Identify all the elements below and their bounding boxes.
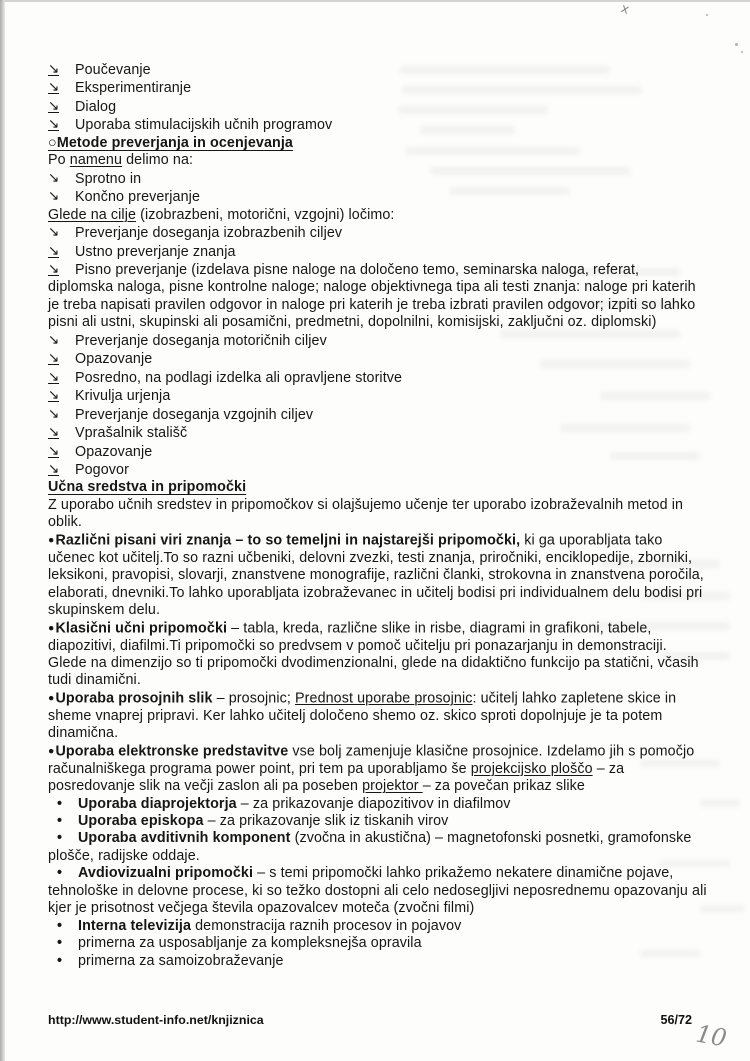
text-segment: Pisno preverjanje (izdelava pisne naloge na določeno temo, seminarska naloga, referat, diplomska naloga, pisne kontrolne naloge; naloge objektivnega tipa ali testi znanja: naloge pri katerih je treba napisati pravilen odgovor in naloge pri katerih je treba izbrati pravilen odgovor; izpiti so lahko pisni ali ustni, skupinski ali posamični, predmetni, dopolnilni, komisijski, zaključni oz. diplomski) [48,261,696,331]
list-item [48,332,708,350]
list-item [48,743,708,796]
text-segment: Klasični učni pripomočki [55,620,228,637]
list-item [48,813,708,830]
list-item [48,424,708,442]
text-segment: : učitelj lahko zapletene skice in sheme vnaprej pripravi. Ker lahko učitelj določeno shemo oz. skico sproti dopolnjuje je ta potem dinamična. [48,690,677,742]
list-item [48,224,708,242]
scan-edge-left [0,0,5,1061]
text-segment: Poučevanje [75,62,151,78]
text-segment: projektor [362,778,423,795]
list-item [48,918,708,935]
list-item [48,79,708,97]
text-segment: Učna sredstva in pripomočki [48,479,247,496]
text-segment: – za prikazovanje diapozitivov in diafilmov [236,795,511,812]
text-segment: Različni pisani viri znanja – to so temeljni in najstarejši pripomočki, [55,532,521,549]
disc-bullet-icon: ● [48,621,55,634]
list-item [48,98,708,116]
text-segment: Uporaba prosojnih slik [55,690,213,707]
text-segment: – tabla, kreda, različne slike in risbe, diagrami in grafikoni, tabele, diapozitivi, diafilmi.Ti pripomočki so predvsem v pomoč učitelju pri ponazarjanju in demonstraciji. Glede na dimenzijo so ti pripomočki dvodimenzionalni, glede na didaktično funkcijo pa statični, včasih tudi dinamični. [48,620,699,689]
text-segment: vse bolj zamenjuje klasične prosojnice. Izdelamo jih s pomočjo računalniškega programa power point, pri tem pa uporabljamo še [48,743,695,777]
arrow-underline-bullet-icon: ↘ [48,260,60,276]
text-segment: primerna za usposabljanje za kompleksnejša opravila [78,935,422,952]
list-item [48,461,708,479]
text-segment: Z uporabo učnih sredstev in pripomočkov si olajšujemo učenje ter uporabo izobraževalnih metod in oblik. [48,496,684,531]
disc-bullet-icon: ● [48,744,55,757]
text-segment: Glede na cilje [48,206,137,223]
text-segment: Krivulja urjenja [75,388,171,405]
text-segment: – za posredovanje slik na večji zaslon ali pa poseben [48,760,625,795]
text-segment: Uporaba elektronske predstavitve [55,743,289,760]
list-item [48,865,708,917]
dot-bullet-icon: • [57,830,63,847]
list-item [48,243,708,261]
dot-bullet-icon: • [57,865,63,882]
text-segment: Preverjanje doseganja motoričnih ciljev [75,332,327,349]
list-item [48,443,708,461]
text-segment: namenu [69,152,123,169]
dot-bullet-icon: • [57,917,63,934]
disc-bullet-icon: ● [48,533,55,546]
text-segment: Avdiovizualni pripomočki [78,865,254,882]
arrow-bullet-icon: ↘ [48,405,60,421]
text-segment: Dialog [75,98,117,115]
arrow-bullet-icon: ↘ [48,331,60,347]
text-segment: Metode preverjanja in ocenjevanja [56,134,293,151]
list-item [48,61,708,79]
arrow-underline-bullet-icon: ↘ [48,242,60,258]
document-body [48,61,708,970]
text-segment: Preverjanje doseganja vzgojnih ciljev [75,406,314,423]
text-segment: Sprotno in [75,170,142,187]
paragraph [48,207,708,224]
list-item [48,953,708,970]
text-segment: Uporaba stimulacijskih učnih programov [75,117,333,134]
heading [48,135,708,152]
text-segment: demonstracija raznih procesov in pojavov [191,917,462,934]
arrow-underline-bullet-icon: ↘ [48,116,60,132]
text-segment: – za prikazovanje slik iz tiskanih virov [203,813,449,830]
text-segment: Eksperimentiranje [75,80,192,97]
text-segment: Opazovanje [75,351,153,368]
text-segment: Preverjanje doseganja izobrazbenih ciljev [75,225,343,242]
list-item [48,116,708,134]
text-segment: Uporaba avditivnih komponent [78,830,291,847]
list-item [48,830,708,865]
scan-speck [735,43,738,46]
handwritten-page-number: 10 [693,1019,729,1053]
arrow-underline-bullet-icon: ↘ [48,368,60,384]
list-item [48,261,708,332]
list-item [48,387,708,405]
arrow-underline-bullet-icon: ↘ [48,460,60,476]
list-item [48,690,708,743]
text-segment: delimo na: [122,152,194,169]
arrow-bullet-icon: ↘ [48,224,60,240]
text-segment: (izobrazbeni, motorični, vzgojni) ločimo: [136,206,395,223]
dot-bullet-icon: • [57,935,63,952]
scan-speck [741,51,743,53]
text-segment: Pogovor [75,461,129,478]
arrow-underline-bullet-icon: ↘ [48,442,60,458]
footer-source-url: http://www.student-info.net/knjiznica [48,1013,264,1027]
dot-bullet-icon: • [57,795,63,812]
scan-edge-top [0,0,750,2]
text-segment: Interna televizija [78,917,192,934]
text-segment: Ustno preverjanje znanja [75,243,236,260]
arrow-underline-bullet-icon: ↘ [48,350,60,366]
heading [48,479,708,496]
circle-bullet-icon: ○ [48,134,57,151]
handwritten-x-mark: x [618,1,631,18]
text-segment: projekcijsko ploščo [470,760,593,777]
text-segment: Končno preverjanje [75,189,200,206]
arrow-underline-bullet-icon: ↘ [48,424,60,440]
list-item [48,532,708,620]
text-segment: ki ga uporabljata tako učenec kot učitelj.To so razni učbeniki, delovni zvezki, testi znanja, priročniki, enciklopedije, zborniki, leksikoni, pravopisi, slovarji, znanstvene monografije, različni članki, strokovna in znanstvena poročila, elaborati, dnevniki.To lahko uporabljata izobraževanec in učitelj bodisi pri individualnem delu bodisi pri skupinskem delu. [48,532,704,619]
dot-bullet-icon: • [57,952,63,969]
list-item [48,935,708,952]
list-item [48,350,708,368]
text-segment: Po [48,152,70,169]
arrow-bullet-icon: ↘ [48,188,60,204]
arrow-underline-bullet-icon: ↘ [48,387,60,403]
scan-speck [706,14,708,16]
dot-bullet-icon: • [57,813,63,830]
text-segment: (zvočna in akustična) – magnetofonski posnetki, gramofonske plošče, radijske oddaje. [48,830,692,864]
text-segment: Uporaba episkopa [78,813,204,830]
text-segment: Uporaba diaprojektorja [78,795,237,812]
paragraph [48,152,708,169]
text-segment: Opazovanje [75,443,153,460]
disc-bullet-icon: ● [48,691,55,704]
arrow-underline-bullet-icon: ↘ [48,79,60,95]
footer-page-number: 56/72 [660,1013,692,1027]
arrow-underline-bullet-icon: ↘ [48,61,60,76]
list-item [48,406,708,424]
arrow-underline-bullet-icon: ↘ [48,97,60,113]
text-segment: Prednost uporabe prosojnic [295,690,473,707]
list-item [48,170,708,188]
text-segment: – za povečan prikaz slike [422,778,585,795]
paragraph [48,497,708,532]
text-segment: – prosojnic; [212,690,296,707]
text-segment: primerna za samoizobraževanje [78,952,284,969]
list-item [48,620,708,690]
list-item [48,369,708,387]
list-item [48,188,708,206]
text-segment: Vprašalnik stališč [75,425,188,442]
arrow-bullet-icon: ↘ [48,169,60,185]
list-item [48,796,708,813]
text-segment: – s temi pripomočki lahko prikažemo nekatere dinamične pojave, tehnološke in delovne procese, ki so težko dostopni ali celo nedosegljivi neposrednemu opazovanju ali kjer je prisotnost večjega števila opazovalcev moteča (zvočni filmi) [48,865,707,917]
text-segment: Posredno, na podlagi izdelka ali opravljene storitve [75,369,403,386]
